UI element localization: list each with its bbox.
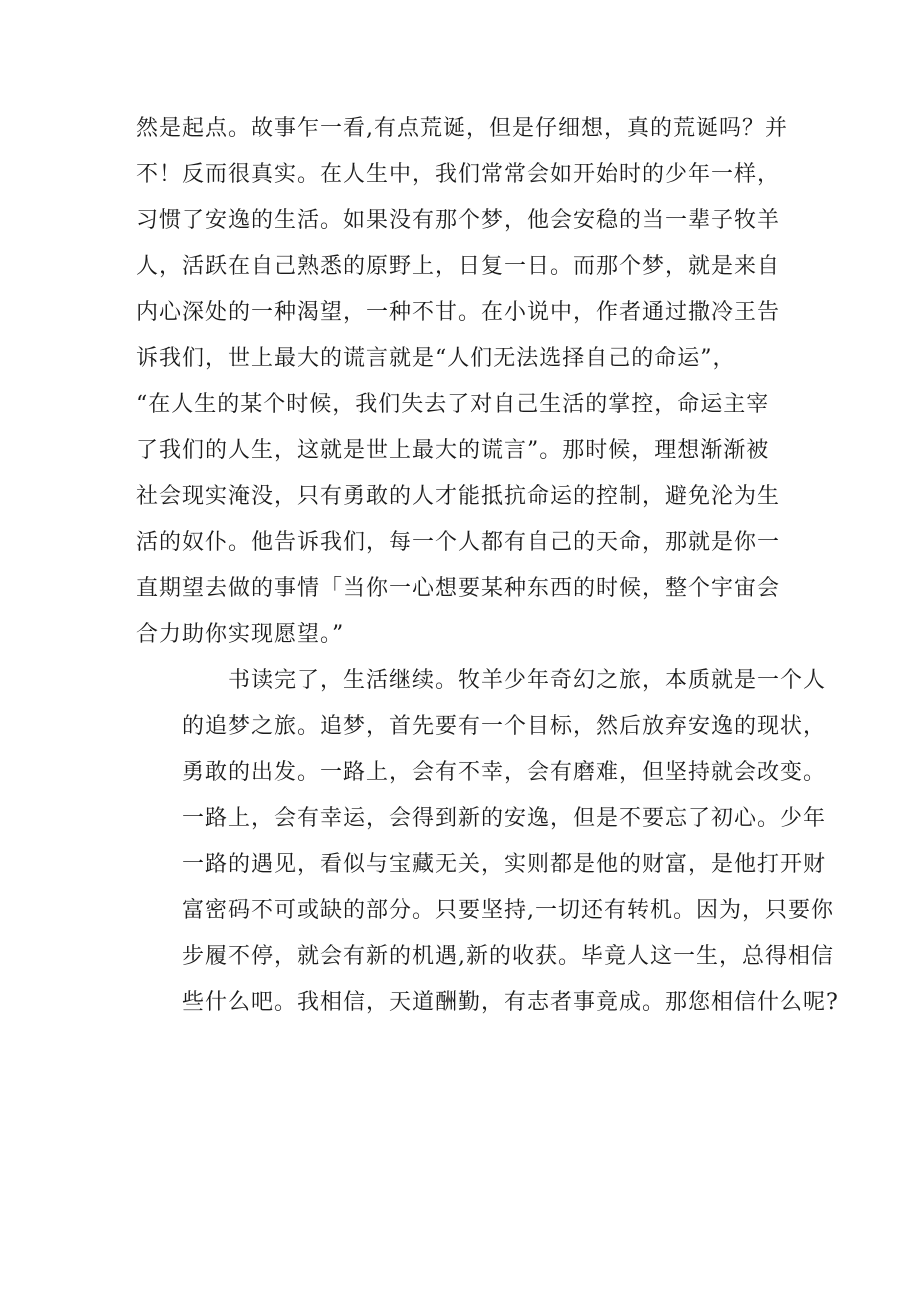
text-line: 直期望去做的事情「当你一心想要某种东西的时候，整个宇宙会 [136,576,781,601]
text-line: 诉我们，世上最大的谎言就是“人们无法选择自己的命运”， [136,346,736,371]
text-line: 人，活跃在自己熟悉的原野上，日复一日。而那个梦，就是来自 [136,254,781,279]
text-line: 一路上，会有幸运，会得到新的安逸，但是不要忘了初心。少年 [182,806,827,831]
text-line: 活的奴仆。他告诉我们，每一个人都有自己的天命，那就是你一 [136,530,781,555]
text-line: 不！反而很真实。在人生中，我们常常会如开始时的少年一样， [136,162,781,187]
text-line: 内心深处的一种渴望，一种不甘。在小说中，作者通过撒冷王告 [136,300,781,325]
text-line: 书读完了，生活继续。牧羊少年奇幻之旅，本质就是一个人 [228,668,827,693]
text-line: 习惯了安逸的生活。如果没有那个梦，他会安稳的当一辈子牧羊 [136,208,781,233]
text-line: 富密码不可或缺的部分。只要坚持,一切还有转机。因为，只要你 [182,898,834,923]
text-line: 合力助你实现愿望。” [136,622,345,647]
text-line: “在人生的某个时候，我们失去了对自己生活的掌控，命运主宰 [136,392,770,417]
text-line: 了我们的人生，这就是世上最大的谎言”。那时候，理想渐渐被 [136,438,770,463]
text-line: 一路的遇见，看似与宝藏无关，实则都是他的财富，是他打开财 [182,852,827,877]
text-line: 勇敢的出发。一路上，会有不幸，会有磨难，但坚持就会改变。 [182,760,827,785]
text-line: 的追梦之旅。追梦，首先要有一个目标，然后放弃安逸的现状， [182,714,827,739]
paragraph-1 [136,106,792,658]
body-text [136,106,839,1026]
text-line: 些什么吧。我相信，天道酬勤，有志者事竟成。那您相信什么呢? [182,990,839,1015]
text-line: 社会现实淹没，只有勇敢的人才能抵抗命运的控制，避免沦为生 [136,484,781,509]
text-line: 然是起点。故事乍一看,有点荒诞，但是仔细想，真的荒诞吗？并 [136,116,788,141]
paragraph-2 [136,658,839,1026]
text-line: 步履不停，就会有新的机遇,新的收获。毕竟人这一生，总得相信 [182,944,834,969]
